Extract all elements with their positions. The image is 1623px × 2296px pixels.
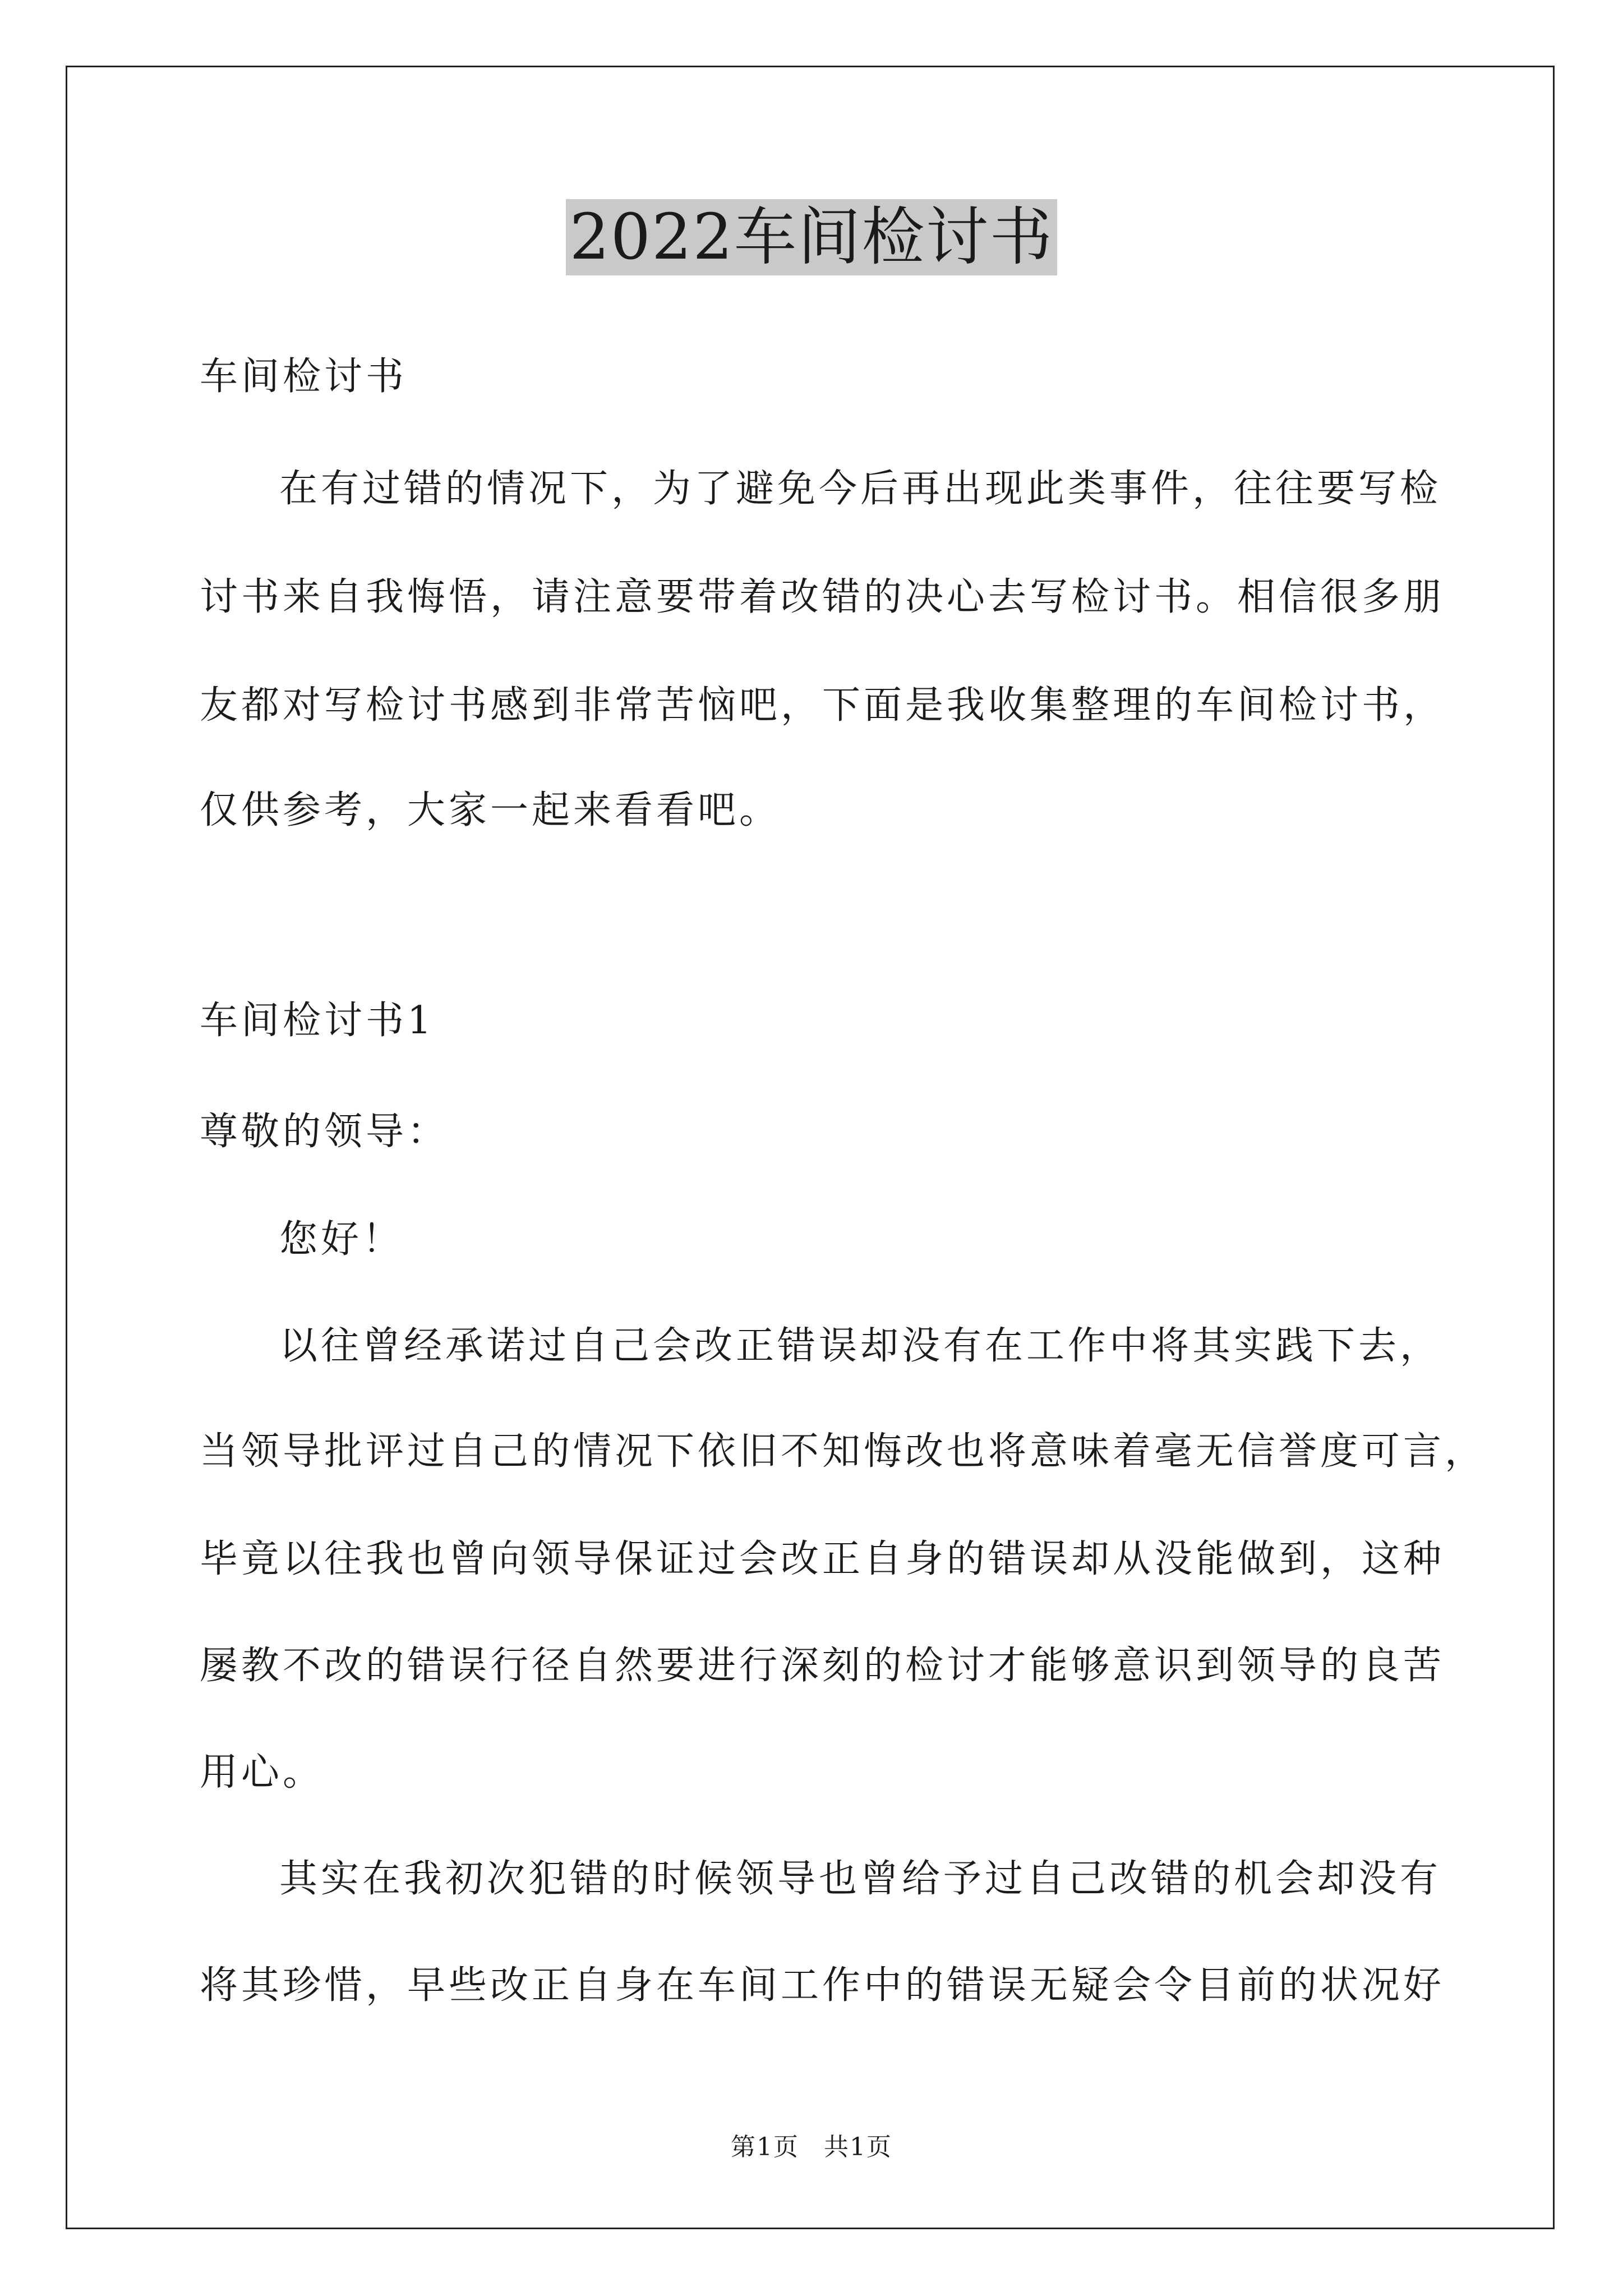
paragraph-line: 当领导批评过自己的情况下依旧不知悔改也将意味着毫无信誉度可言， bbox=[200, 1429, 1487, 1474]
section-heading: 车间检讨书1 bbox=[200, 999, 435, 1043]
document-title: 2022车间检讨书 bbox=[566, 199, 1057, 275]
intro-line: 在有过错的情况下，为了避免今后再出现此类事件，往往要写检 bbox=[279, 467, 1442, 511]
title-container bbox=[0, 199, 1623, 275]
page-total: 共1页 bbox=[824, 2133, 892, 2161]
page-footer bbox=[0, 2132, 1623, 2163]
intro-line: 仅供参考，大家一起来看看吧。 bbox=[200, 788, 781, 832]
page-number: 第1页 bbox=[731, 2133, 799, 2161]
salutation: 尊敬的领导： bbox=[200, 1110, 449, 1154]
intro-line: 讨书来自我悔悟，请注意要带着改错的决心去写检讨书。相信很多朋 bbox=[200, 575, 1445, 619]
intro-line: 友都对写检讨书感到非常苦恼吧，下面是我收集整理的车间检讨书， bbox=[200, 683, 1445, 728]
paragraph-line: 其实在我初次犯错的时候领导也曾给予过自己改错的机会却没有 bbox=[279, 1857, 1442, 1901]
paragraph-line: 以往曾经承诺过自己会改正错误却没有在工作中将其实践下去， bbox=[279, 1324, 1442, 1368]
paragraph-line: 毕竟以往我也曾向领导保证过会改正自身的错误却从没能做到，这种 bbox=[200, 1537, 1445, 1581]
subtitle: 车间检讨书 bbox=[200, 355, 408, 399]
paragraph-line: 屡教不改的错误行径自然要进行深刻的检讨才能够意识到领导的良苦 bbox=[200, 1644, 1445, 1688]
paragraph-line: 将其珍惜，早些改正自身在车间工作中的错误无疑会令目前的状况好 bbox=[200, 1963, 1445, 2008]
greeting: 您好！ bbox=[279, 1217, 404, 1262]
paragraph-line: 用心。 bbox=[200, 1750, 325, 1795]
